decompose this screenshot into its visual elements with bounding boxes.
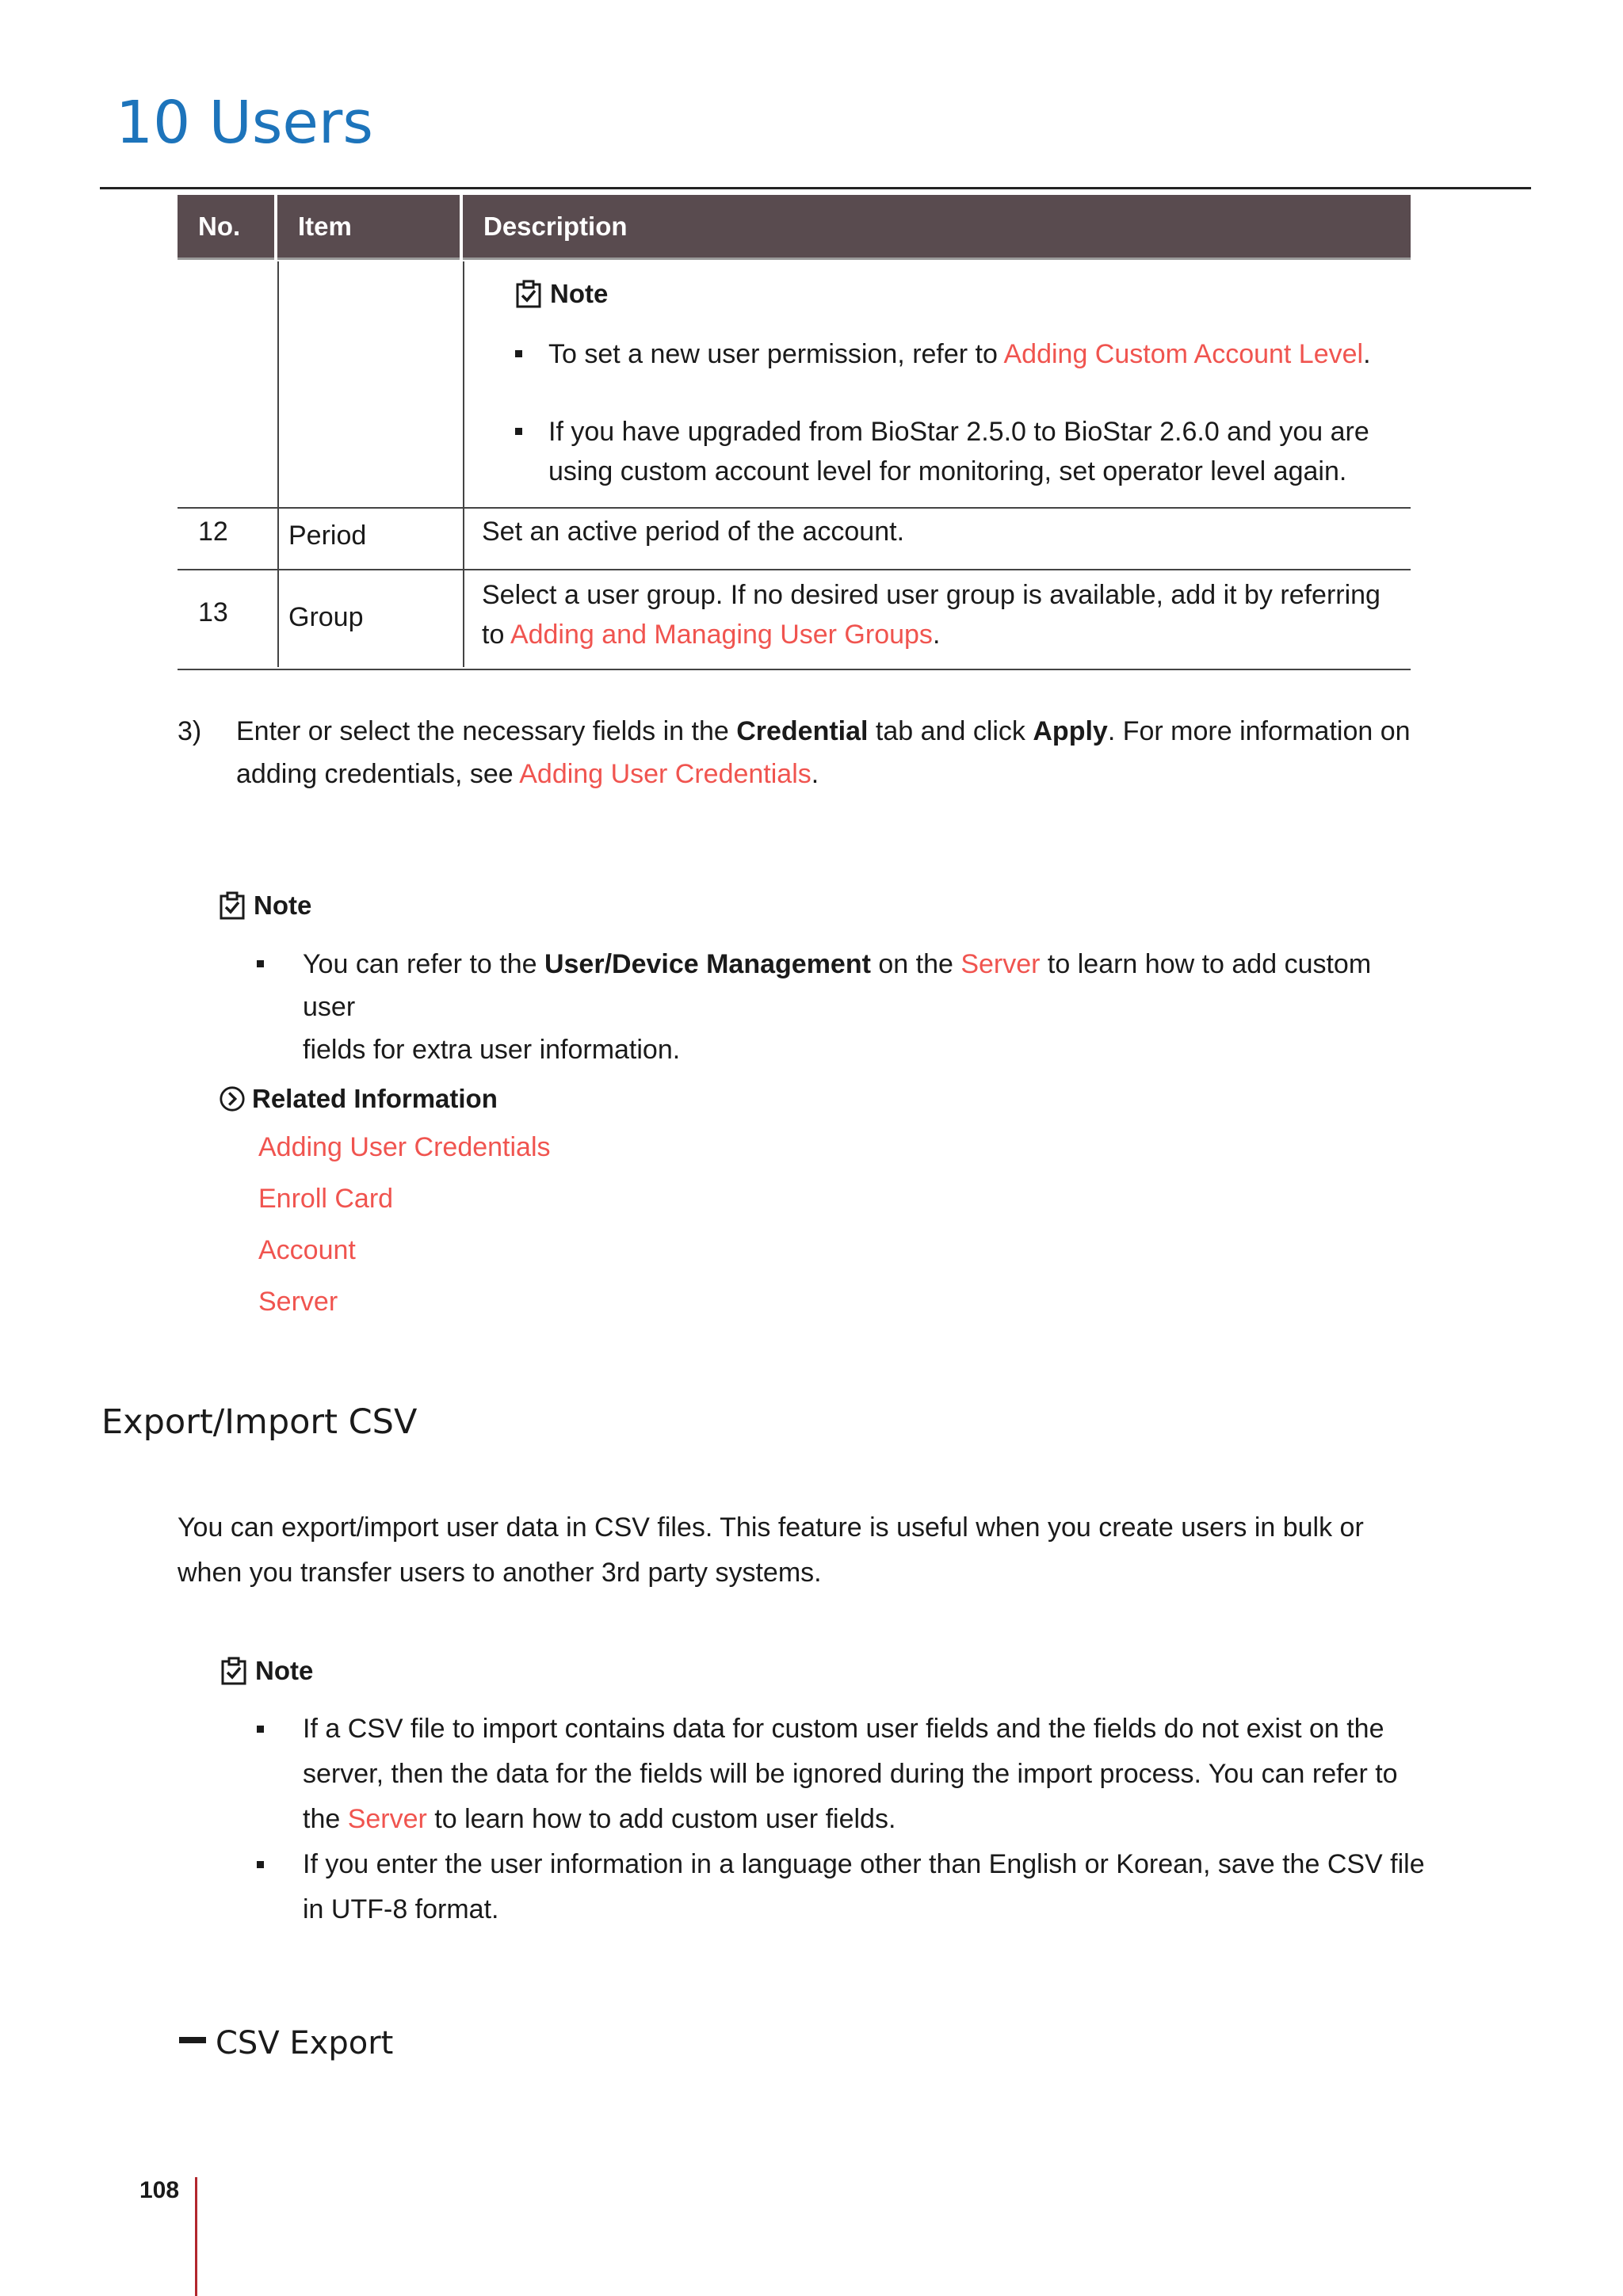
note-text: using custom account level for monitoring, set operator level again.: [548, 456, 1347, 486]
header-description: Description: [463, 195, 1411, 260]
step-text: [236, 710, 1414, 795]
row-divider: [178, 507, 1411, 509]
note-text: If you have upgraded from BioStar 2.5.0 to BioStar 2.6.0 and you are: [548, 417, 1369, 447]
col-divider: [277, 261, 279, 667]
link-enroll-card[interactable]: Enroll Card: [258, 1184, 394, 1214]
table-note: [515, 274, 1403, 491]
list-item: [515, 412, 1403, 491]
step-number: 3): [178, 716, 202, 746]
note-custom-fields: [219, 891, 1415, 1071]
clipboard-check-icon: [515, 280, 544, 308]
paragraph-line: You can export/import user data in CSV files. This feature is useful when you create users in bulk or: [178, 1512, 1364, 1543]
text: fields for extra user information.: [303, 1035, 681, 1065]
note-heading: [220, 1656, 1425, 1686]
row-divider: [178, 569, 1411, 570]
link-adding-managing-user-groups[interactable]: Adding and Managing User Groups: [510, 620, 933, 650]
text: .: [811, 759, 819, 789]
section-title: Export/Import CSV: [101, 1402, 418, 1442]
row-no: 13: [198, 597, 228, 627]
section-paragraph: [178, 1505, 1414, 1596]
list-item: [219, 943, 1415, 1071]
clipboard-check-icon: [219, 891, 247, 920]
list-item: [220, 1707, 1425, 1842]
header-item: Item: [277, 195, 460, 260]
user-fields-table: [178, 195, 1411, 670]
note-label: Note: [254, 891, 312, 920]
note-text: in UTF-8 format.: [303, 1894, 499, 1924]
description-text: .: [932, 620, 941, 650]
list-item: [515, 334, 1403, 374]
step-3: [178, 710, 1414, 795]
table-header: [178, 195, 1411, 263]
bold-user-device-management: User/Device Management: [544, 949, 871, 979]
note-heading: [219, 891, 1415, 921]
bold-apply: Apply: [1033, 716, 1108, 746]
row-description: Set an active period of the account.: [482, 517, 905, 547]
note-heading: [515, 274, 1403, 314]
text: to learn how to add custom user: [303, 949, 1372, 1022]
related-information: [219, 1084, 1011, 1328]
bullet: [515, 350, 522, 357]
note-text: To set a new user permission, refer to: [548, 339, 1004, 369]
subsection-label: CSV Export: [216, 2025, 394, 2061]
text: on the: [870, 949, 961, 979]
footer-bar: [195, 2177, 197, 2296]
description-text: Select a user group. If no desired user group is available, add it by referring: [482, 580, 1381, 610]
link-server[interactable]: Server: [960, 949, 1041, 979]
note-label: Note: [255, 1656, 314, 1685]
text: Enter or select the necessary fields in the: [236, 716, 737, 746]
text: tab and click: [868, 716, 1033, 746]
note-text: If you enter the user information in a language other than English or Korean, save the CSV file: [303, 1849, 1425, 1879]
row-item: Group: [288, 602, 364, 632]
related-links: [219, 1122, 1011, 1328]
bullet: [515, 428, 522, 435]
note-text: If a CSV file to import contains data for custom user fields and the fields do not exist on the: [303, 1714, 1384, 1744]
header-no: No.: [178, 195, 274, 260]
note-text: .: [1363, 339, 1371, 369]
note-text: to learn how to add custom user fields.: [426, 1804, 896, 1834]
note-label: Note: [550, 279, 609, 308]
related-label: Related Information: [252, 1084, 498, 1113]
bullet: [257, 960, 264, 967]
chevron-circle-right-icon: [219, 1085, 246, 1112]
link-adding-user-credentials[interactable]: Adding User Credentials: [519, 759, 812, 789]
note-csv: [220, 1656, 1425, 1932]
link-account[interactable]: Account: [258, 1235, 356, 1265]
link-adding-custom-account-level[interactable]: Adding Custom Account Level: [1003, 339, 1364, 369]
row-item: Period: [288, 521, 367, 551]
link-adding-user-credentials[interactable]: Adding User Credentials: [258, 1132, 551, 1162]
col-divider: [463, 261, 464, 667]
text: adding credentials, see: [236, 759, 520, 789]
note-text: server, then the data for the fields will be ignored during the import process. You can refer to: [303, 1759, 1398, 1789]
related-heading: [219, 1084, 1011, 1114]
row-no: 12: [198, 517, 228, 547]
link-server[interactable]: Server: [258, 1287, 338, 1317]
bullet: [257, 1726, 264, 1733]
bold-credential: Credential: [736, 716, 869, 746]
paragraph-line: when you transfer users to another 3rd party systems.: [178, 1558, 822, 1588]
clipboard-check-icon: [220, 1657, 249, 1685]
row-description: [482, 575, 1401, 654]
list-item: [220, 1842, 1425, 1932]
chapter-title: 10 Users: [116, 89, 373, 157]
page-number: 108: [139, 2177, 180, 2203]
note-text: the: [303, 1804, 348, 1834]
text: . For more information on: [1107, 716, 1411, 746]
link-server[interactable]: Server: [347, 1804, 427, 1834]
bullet: [257, 1861, 264, 1868]
row-divider: [178, 669, 1411, 670]
dash-icon: [179, 2037, 206, 2043]
description-text: to: [482, 620, 510, 650]
text: You can refer to the: [303, 949, 544, 979]
chapter-rule: [100, 187, 1531, 189]
subsection-title: [179, 2025, 393, 2061]
